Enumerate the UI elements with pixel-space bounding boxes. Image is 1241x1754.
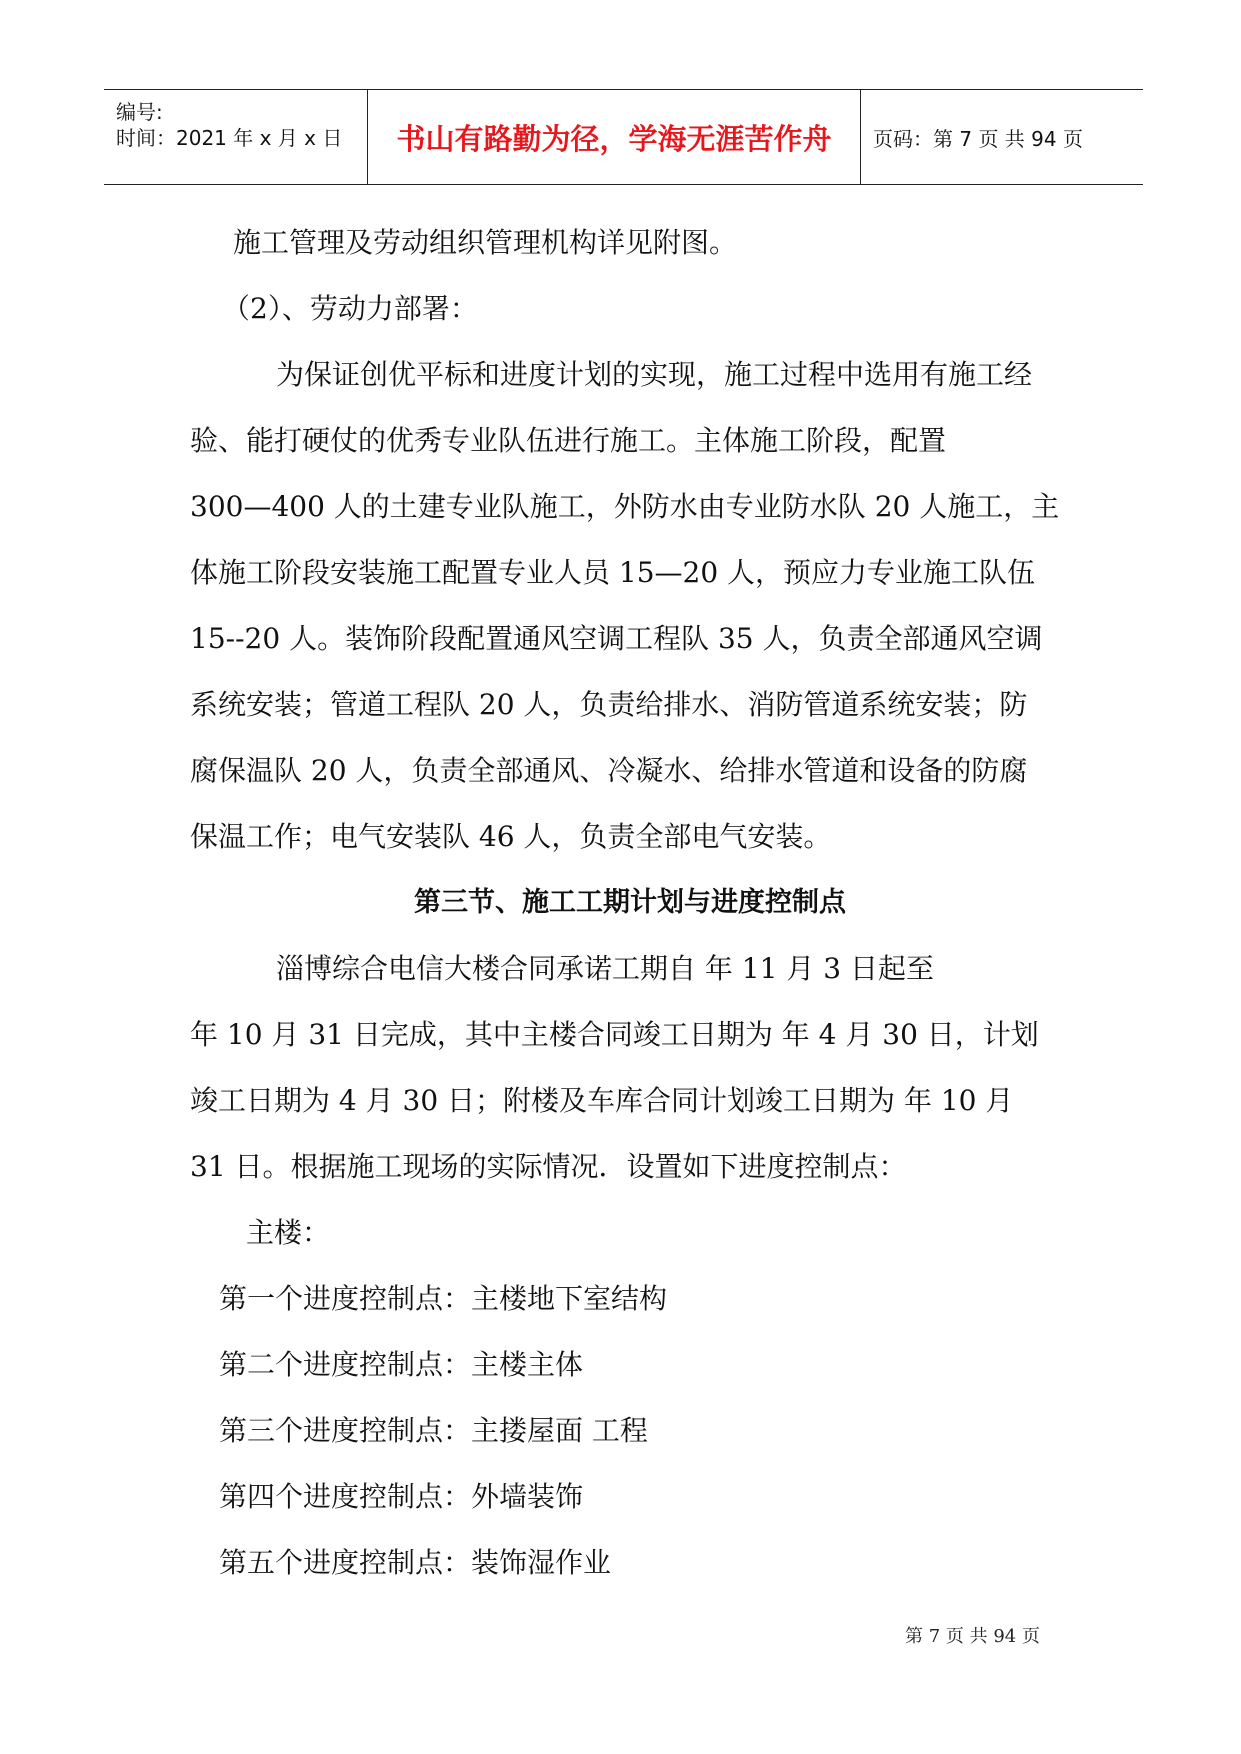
control-point-item: 第四个进度控制点：外墙装饰 bbox=[219, 1480, 584, 1513]
section-heading: 第三节、施工工期计划与进度控制点 bbox=[414, 887, 846, 918]
paragraph-line: 15--20 人。装饰阶段配置通风空调工程队 35 人，负责全部通风空调 bbox=[190, 622, 1043, 655]
time-label: 时间：2021 年 x 月 x 日 bbox=[116, 126, 343, 150]
paragraph-org-structure: 施工管理及劳动组织管理机构详见附图。 bbox=[233, 226, 738, 259]
paragraph-line: 31 日。根据施工现场的实际情况．设置如下进度控制点： bbox=[190, 1150, 907, 1183]
paragraph-line: 保温工作；电气安装队 46 人，负责全部电气安装。 bbox=[190, 820, 832, 853]
control-point-item: 第五个进度控制点：装饰湿作业 bbox=[219, 1546, 612, 1579]
main-building-label: 主楼： bbox=[246, 1216, 331, 1249]
paragraph-line: 竣工日期为 4 月 30 日；附楼及车库合同计划竣工日期为 年 10 月 bbox=[190, 1084, 1014, 1117]
paragraph-labor-heading: （2）、劳动力部署： bbox=[222, 292, 478, 325]
paragraph-line: 体施工阶段安装施工配置专业人员 15—20 人，预应力专业施工队伍 bbox=[190, 556, 1036, 589]
paragraph-line: 验、能打硬仗的优秀专业队伍进行施工。主体施工阶段，配置 bbox=[190, 424, 947, 457]
paragraph-line: 淄博综合电信大楼合同承诺工期自 年 11 月 3 日起至 bbox=[276, 952, 934, 985]
page-footer: 第 7 页 共 94 页 bbox=[905, 1626, 1040, 1647]
control-point-item: 第一个进度控制点：主楼地下室结构 bbox=[219, 1282, 668, 1315]
header-meta bbox=[104, 90, 368, 184]
number-label: 编号: bbox=[116, 100, 163, 124]
header-motto: 书山有路勤为径，学海无涯苦作舟 bbox=[368, 90, 861, 184]
paragraph-line: 为保证创优平标和进度计划的实现，施工过程中选用有施工经 bbox=[276, 358, 1033, 391]
paragraph-line: 腐保温队 20 人，负责全部通风、冷凝水、给排水管道和设备的防腐 bbox=[190, 754, 1028, 787]
paragraph-line: 300—400 人的土建专业队施工，外防水由专业防水队 20 人施工，主 bbox=[190, 490, 1060, 523]
document-body bbox=[190, 210, 1070, 1596]
paragraph-line: 年 10 月 31 日完成，其中主楼合同竣工日期为 年 4 月 30 日，计划 bbox=[190, 1018, 1039, 1051]
paragraph-line: 系统安装；管道工程队 20 人，负责给排水、消防管道系统安装；防 bbox=[190, 688, 1028, 721]
control-point-item: 第三个进度控制点：主搂屋面 工程 bbox=[219, 1414, 648, 1447]
page-header bbox=[104, 89, 1143, 185]
header-page-label: 页码：第 7 页 共 94 页 bbox=[873, 126, 1083, 151]
control-point-item: 第二个进度控制点：主楼主体 bbox=[219, 1348, 584, 1381]
